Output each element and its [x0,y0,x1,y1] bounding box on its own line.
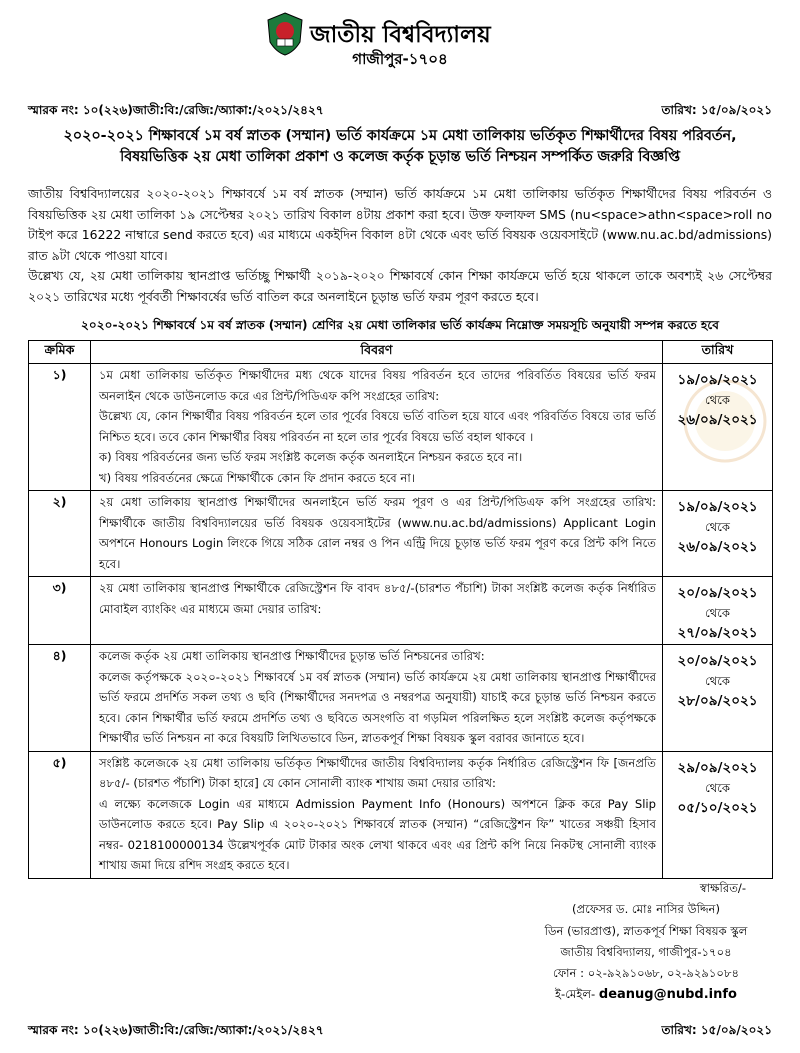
signatory-email-line [520,984,772,1005]
university-name: জাতীয় বিশ্ববিদ্যালয় [310,22,491,48]
row-date [663,751,773,878]
university-city: গাজীপুর-১৭০৪ [352,50,448,68]
signatory-designation: ডিন (ভারপ্রাপ্ত), স্নাতকপূর্ব শিক্ষা বিষয়ক স্কুল [544,923,748,938]
row-detail-line: ২য় মেধা তালিকায় স্থানপ্রাপ্ত শিক্ষার্থীদের অনলাইনে ভর্তি ফরম পূরণ ও এর প্রিন্ট/পিডিএফ কপি সংগ্রহের তারিখ: শিক্ষার্থীকে জাতীয় বিশ্ববিদ্যালয়ের ভর্তি বিষয়ক ওয়েবসাইটের (www.nu.ac.bd/admissions) Applicant Login অপশনে Honours Login লিংকে গিয়ে সঠিক রোল নম্বর ও পিন এন্ট্রি দিয়ে চূড়ান্ত ভর্তি ফরম পূরণ করে প্রিন্ট কপি নিতে হবে। [99,495,656,571]
date-separator: থেকে [705,674,730,688]
notice-title-line2: বিষয়ভিত্তিক ২য় মেধা তালিকা প্রকাশ ও কলেজ কর্তৃক চূড়ান্ত ভর্তি নিশ্চয়ন সম্পর্কিত জরুরি বিজ্ঞপ্তি [120,149,680,165]
row-date [663,491,773,577]
memo-date: তারিখ: ১৫/০৯/২০২১ [661,103,772,117]
table-row [29,364,773,491]
row-serial: ৪) [29,645,91,752]
schedule-heading: ২০২০-২০২১ শিক্ষাবর্ষে ১ম বর্ষ স্নাতক (সম্মান) শ্রেণির ২য় মেধা তালিকার ভর্তি কার্যক্রম নিম্নোক্ত সময়সূচি অনুযায়ী সম্পন্ন করতে হবে [80,318,719,332]
column-header-details: বিবরণ [91,341,663,364]
table-row [29,645,773,752]
row-detail-line: খ) বিষয় পরিবর্তনের ক্ষেত্রে শিক্ষার্থীকে কোন ফি প্রদান করতে হবে না। [99,470,415,485]
row-serial: ৩) [29,577,91,645]
memo-line-top [28,102,772,120]
date-from: ২০/০৯/২০২১ [677,653,758,669]
notice-title-line1: ২০২০-২০২১ শিক্ষাবর্ষে ১ম বর্ষ স্নাতক (সম্মান) ভর্তি কার্যক্রমে ১ম মেধা তালিকায় ভর্তিকৃত শিক্ষার্থীদের বিষয় পরিবর্তন, [63,128,737,144]
date-to: ২৬/০৯/২০২১ [677,412,758,428]
row-detail-line: উল্লেখ্য যে, কোন শিক্ষার্থীর বিষয় পরিবর্তন হলে তার পূর্বের বিষয়ে ভর্তি বাতিল হয়ে যাবে এবং পরিবর্তিত বিষয়ে তার ভর্তি নিশ্চিত হবে। তবে কোন শিক্ষার্থীর বিষয় পরিবর্তন না হলে তার পূর্বের বিষয়ে ভর্তি বহাল থাকবে । [99,409,656,444]
date-separator: থেকে [705,606,730,620]
date-separator: থেকে [705,520,730,534]
table-row [29,751,773,878]
memo-ref: স্মারক নং: ১০(২২৬)জাতী:বি:/রেজি:/অ্যাকা:/২০২১/২৪২৭ [28,103,324,117]
date-to: ২৬/০৯/২০২১ [677,539,758,555]
date-from: ২০/০৯/২০২১ [677,585,758,601]
row-date [663,645,773,752]
memo-date: তারিখ: ১৫/০৯/২০২১ [661,1023,772,1037]
email-label: ই-মেইল- [555,987,596,1002]
table-row [29,577,773,645]
memo-line-bottom [28,1022,772,1040]
column-header-date: তারিখ [663,341,773,364]
notice-body [28,184,772,307]
row-detail-line: এ লক্ষ্যে কলেজকে Login এর মাধ্যমে Admission Payment Info (Honours) অপশনে ক্লিক করে Pay Slip ডাউনলোড করতে হবে। Pay Slip এ ২০২০-২০২১ শিক্ষাবর্ষে স্নাতক (সম্মান) “রেজিস্ট্রেশন ফি” খাতের সঞ্চয়ী হিসাব নম্বর- 0218100000134 উল্লেখপূর্বক মোট টাকার অংক লেখা থাকবে এবং এর প্রিন্ট কপি নিয়ে নিকটস্থ সোনালী ব্যাংক শাখায় জমা দিয়ে রশিদ সংগ্রহ করতে হবে। [99,796,656,872]
schedule-table [28,340,773,879]
email-address[interactable]: deanug@nubd.info [598,987,737,1003]
page-header [0,8,800,70]
signatory-name: (প্রফেসর ড. মোঃ নাসির উদ্দিন) [572,902,720,917]
signature-signed: স্বাক্ষরিত/- [699,881,746,895]
signatory-office: জাতীয় বিশ্ববিদ্যালয়, গাজীপুর-১৭০৪ [560,944,732,959]
date-to: ০৫/১০/২০২১ [677,799,758,816]
row-detail-line: ২য় মেধা তালিকায় স্থানপ্রাপ্ত শিক্ষার্থীকে রেজিস্ট্রেশন ফি বাবদ ৪৮৫/-(চারশত পঁচাশি) টাকা সংশ্লিষ্ট কলেজ কর্তৃক নির্ধারিত মোবাইল ব্যাংকিং এর মাধ্যমে জমা দেয়ার তারিখ: [99,581,656,616]
notice-title [28,126,772,168]
date-separator: থেকে [705,393,730,407]
memo-ref: স্মারক নং: ১০(২২৬)জাতী:বি:/রেজি:/অ্যাকা:/২০২১/২৪২৭ [28,1023,324,1037]
date-from: ২৯/০৯/২০২১ [677,759,758,776]
row-details [91,751,663,878]
date-from: ১৯/০৯/২০২১ [677,499,758,515]
row-details [91,491,663,577]
table-header-row [29,341,773,364]
row-details [91,364,663,491]
date-to: ২৮/০৯/২০২১ [677,693,758,709]
row-details [91,577,663,645]
row-details [91,645,663,752]
date-separator: থেকে [705,780,730,795]
row-detail-line: ক) বিষয় পরিবর্তনের জন্য ভর্তি ফরম সংশ্লিষ্ট কলেজ কর্তৃক অনলাইনে নিশ্চয়ন করতে হবে না। [99,450,523,464]
row-detail-line: ১ম মেধা তালিকায় ভর্তিকৃত শিক্ষার্থীদের মধ্য থেকে যাদের বিষয় পরিবর্তন হবে তাদের পরিবর্তিত বিষয়ের ভর্তি ফরম অনলাইন থেকে ডাউনলোড করে এর প্রিন্ট/পিডিএফ কপি সংগ্রহের তারিখ: [99,368,656,403]
notice-paragraph: উল্লেখ্য যে, ২য় মেধা তালিকায় স্থানপ্রাপ্ত ভর্তিচ্ছু শিক্ষার্থী ২০১৯-২০২০ শিক্ষাবর্ষে কোন শিক্ষা কার্যক্রমে ভর্তি হয়ে থাকলে তাকে অবশ্যই ২৬ সেপ্টেম্বর ২০২১ তারিখের মধ্যে পূর্ববর্তী শিক্ষাবর্ষের ভর্তি বাতিল করে অনলাইনে চূড়ান্ত ভর্তি ফরম পূরণ করতে হবে। [28,268,772,304]
table-row [29,491,773,577]
column-header-serial: ক্রমিক [29,341,91,364]
notice-paragraph: জাতীয় বিশ্ববিদ্যালয়ের ২০২০-২০২১ শিক্ষাবর্ষে ১ম বর্ষ স্নাতক (সম্মান) ভর্তি কার্যক্রমে ১ম মেধা তালিকায় ভর্তিকৃত শিক্ষার্থীদের বিষয় পরিবর্তন ও বিষয়ভিত্তিক ২য় মেধা তালিকা ১৯ সেপ্টেম্বর ২০২১ তারিখ বিকাল ৪টায় প্রকাশ করা হবে। উক্ত ফলাফল SMS (nu<space>athn<space>roll no টাইপ করে 16222 নাম্বারে send করতে হবে) এর মাধ্যমে একইদিন বিকাল ৪টা থেকে এবং ভর্তি বিষয়ক ওয়েবসাইটে (www.nu.ac.bd/admissions) রাত ৯টা থেকে পাওয়া যাবে। [28,186,772,263]
signature-block [520,878,772,1006]
row-date [663,577,773,645]
row-serial: ২) [29,491,91,577]
signatory-phone: ফোন : ০২-৯২৯১০৬৮, ০২-৯২৯১০৮৪ [552,966,740,981]
date-to: ২৭/০৯/২০২১ [677,625,758,641]
row-serial: ৫) [29,751,91,878]
row-detail-line: কলেজ কর্তৃপক্ষকে ২০২০-২০২১ শিক্ষাবর্ষে ১ম বর্ষ স্নাতক (সম্মান) ভর্তি কার্যক্রমে ২য় মেধা তালিকায় স্থানপ্রাপ্ত শিক্ষার্থীদের ভর্তি ফরমে প্রদর্শিত সকল তথ্য ও ছবি (শিক্ষার্থীদের সনদপত্র ও নম্বরপত্র অনুযায়ী) যাচাই করে চূড়ান্ত ভর্তি নিশ্চয়ন করতে হবে। কোন শিক্ষার্থীর ভর্তি ফরমে প্রদর্শিত তথ্য ও ছবিতে অসংগতি বা গড়মিল পরিলক্ষিত হলে সংশ্লিষ্ট কলেজ কর্তৃপক্ষকে শিক্ষার্থীর ভর্তি নিশ্চয়ন না করে বিষয়টি লিখিতভাবে ডিন, স্নাতকপূর্ব শিক্ষা বিষয়ক স্কুল বরাবর জানাতে হবে। [99,669,656,745]
date-from: ১৯/০৯/২০২১ [677,372,758,388]
row-date [663,364,773,491]
row-detail-line: কলেজ কর্তৃক ২য় মেধা তালিকায় স্থানপ্রাপ্ত শিক্ষার্থীদের চূড়ান্ত ভর্তি নিশ্চয়নের তারিখ: [99,649,485,663]
row-serial: ১) [29,364,91,491]
row-detail-line: সংশ্লিষ্ট কলেজকে ২য় মেধা তালিকায় ভর্তিকৃত শিক্ষার্থীদের জাতীয় বিশ্ববিদ্যালয় কর্তৃক নির্ধারিত রেজিস্ট্রেশন ফি [জনপ্রতি ৪৮৫/- (চারশত পঁচাশি) টাকা হারে] যে কোন সোনালী ব্যাংক শাখায় জমা দেয়ার তারিখ: [99,755,656,790]
